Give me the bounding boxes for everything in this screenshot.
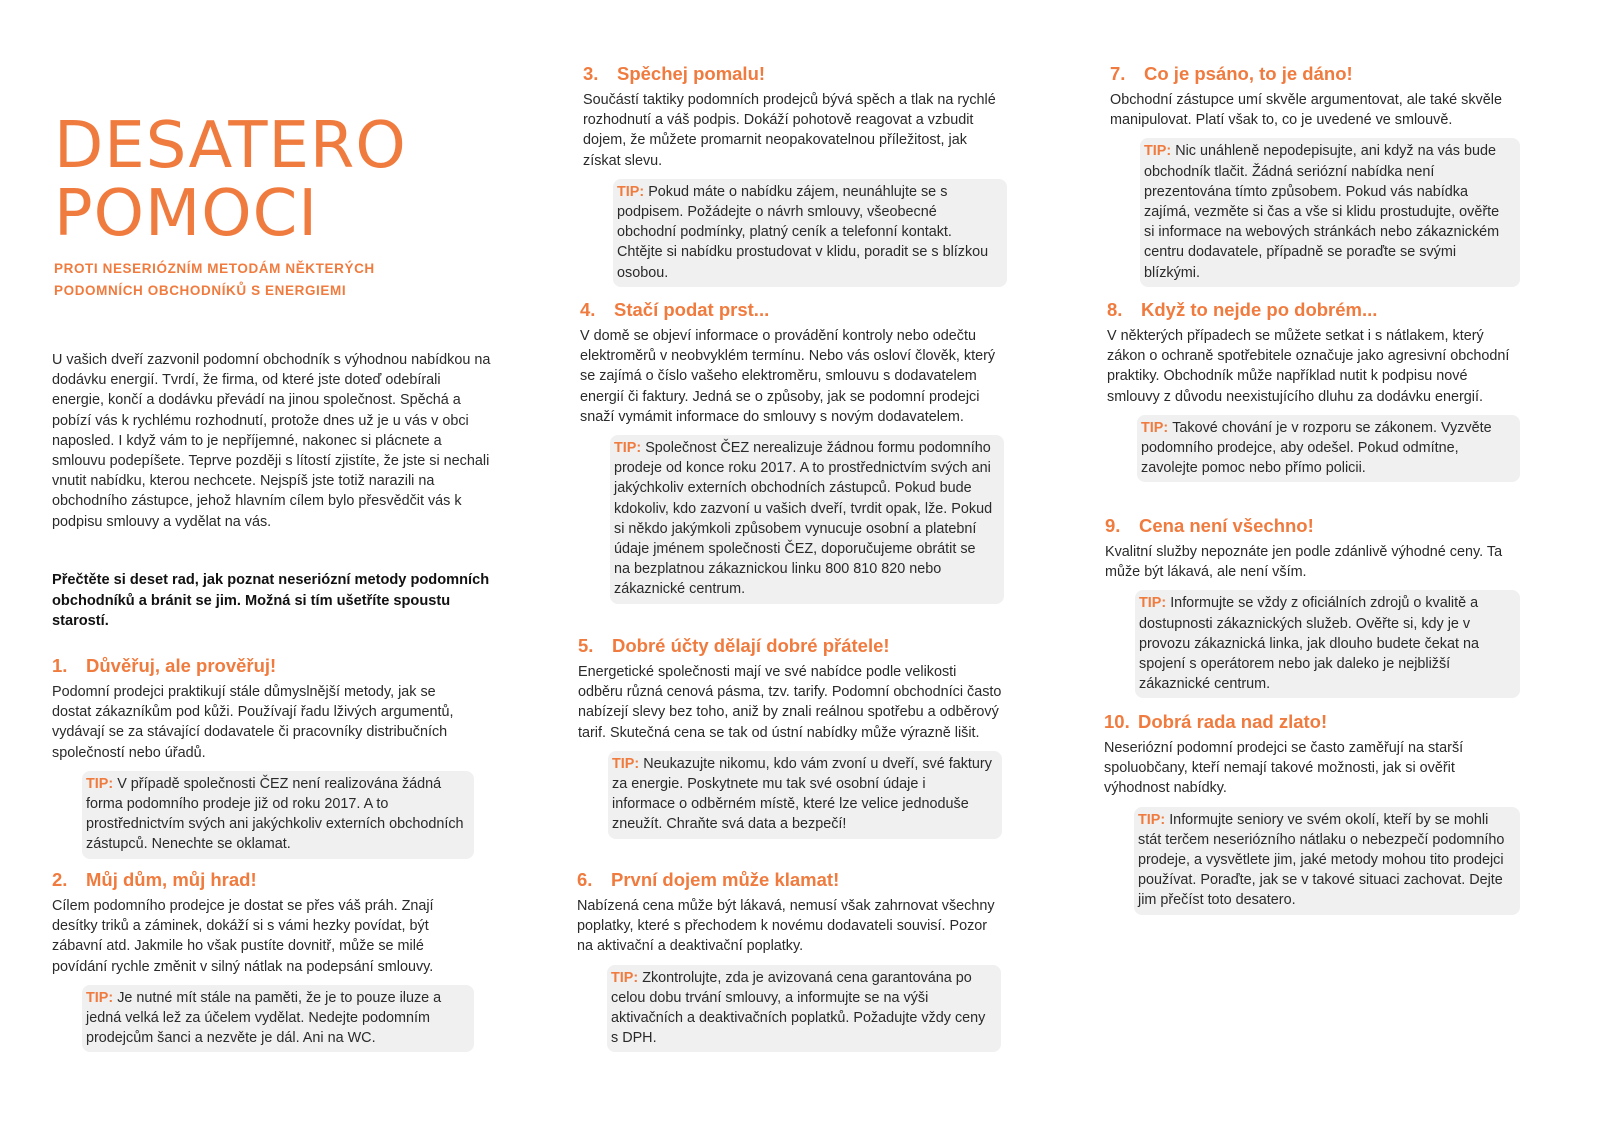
tip-box [608,751,1002,839]
tip-label: TIP: [611,969,639,986]
tip-section-5 [578,634,1002,839]
section-heading: 10. Dobrá rada nad zlato! [1104,711,1328,732]
section-heading: 8. Když to nejde po dobrém... [1107,299,1378,320]
tip-box [607,965,1001,1053]
section-heading: 1. Důvěřuj, ale prověřuj! [52,655,277,676]
section-body: V některých případech se můžete setkat i s nátlakem, který zákon o ochraně spotřebitele označuje jako agresivní obchodní praktiky. Obchodník může například nutit k podpisu nové smlouvy z důvodu neexistujícího dluhu za dodávku energií. [1107,328,1510,405]
tip-text: Je nutné mít stále na paměti, že je to pouze iluze a jedná velká lež za účelem vydělat. Nedejte podomním prodejcům šanci a nezvěte je dál. Ani na WC. [86,989,442,1047]
tip-section-4 [580,298,1004,604]
intro-paragraph: U vašich dveří zazvonil podomní obchodník s výhodnou nabídkou na dodávku energií. Tvrdí, že firma, od které jste doteď odebírali energie, končí a dodávku převádí na jinou společnost. Spěchá a pobízí vás k rychlému rozhodnutí, protože dnes už je u vás v obci naposled. I když vám to je nepříjemné, nakonec si plácnete a smlouvu podepíšete. Teprve později s lítostí zjistíte, že jste si nechali vnutit nabídku, kterou nechcete. Nejspíš jste totiž narazili na obchodního zástupce, jehož hlavním cílem bylo přesvědčit vás k podpisu smlouvy a vydělat na vás. [52,352,491,530]
section-body: Cílem podomního prodejce je dostat se přes váš práh. Znají desítky triků a záminek, dokáží si s vámi hezky povídat, být zábavní atd. Jakmile ho však pustíte dovnitř, může se milé povídání rychle změnit v silný nátlak na podepsání smlouvy. [52,898,434,975]
tip-label: TIP: [1141,419,1169,436]
section-heading: 4. Stačí podat prst... [580,299,770,320]
tip-box [1140,138,1520,286]
section-body: Kvalitní služby nepoznáte jen podle zdánlivě výhodné ceny. Ta může být lákavá, ale není vším. [1105,544,1503,581]
section-body: Součástí taktiky podomních prodejců bývá spěch a tlak na rychlé rozhodnutí a váš podpis. Dokáží pohotově reagovat a vzbudit dojem, že můžete promarnit neopakovatelnou příležitost, jak získat slevu. [583,92,996,169]
tip-section-6 [577,868,1001,1052]
tip-box [613,179,1007,287]
tip-text: Takové chování je v rozporu se zákonem. Vyzvěte podomního prodejce, aby odešel. Pokud odmítne, zavolejte pomoc nebo přímo policii. [1141,419,1492,477]
tip-section-7 [1110,62,1520,287]
tip-label: TIP: [1138,811,1166,828]
tip-section-3 [583,62,1007,287]
section-heading: 3. Spěchej pomalu! [583,63,766,84]
title-line-1: DESATERO [54,109,407,183]
tip-label: TIP: [1144,143,1172,160]
tip-label: TIP: [612,755,640,772]
section-heading: 5. Dobré účty dělají dobré přátele! [578,635,890,656]
tip-label: TIP: [86,775,114,792]
section-heading: 7. Co je psáno, to je dáno! [1110,63,1353,84]
tip-box [610,435,1004,604]
section-body: Nabízená cena může být lákavá, nemusí však zahrnovat všechny poplatky, které s přechodem k novému dodavateli souvisí. Pozor na aktivační a deaktivační poplatky. [577,898,995,955]
title-line-2: POMOCI [54,177,319,251]
tip-box [1137,415,1520,483]
section-body: Podomní prodejci praktikují stále důmyslnější metody, jak se dostat zákazníkům pod kůži. Používají řadu lživých argumentů, vydávají se za stávající dodavatele či pracovníky distribučních společností nebo úřadů. [52,684,454,761]
tip-text: V případě společnosti ČEZ není realizována žádná forma podomního prodeje již od roku 2017. A to prostřednictvím svých ani jakýchkoliv externích obchodních zástupců. Nenechte se oklamat. [86,775,464,853]
tip-text: Pokud máte o nabídku zájem, neunáhlujte se s podpisem. Požádejte o návrh smlouvy, všeobecné obchodní podmínky, platný ceník a telefonní kontakt. Chtějte si nabídku prostudovat v klidu, poradit se s blízkou osobou. [617,183,989,281]
section-body: V domě se objeví informace o provádění kontroly nebo odečtu elektroměrů v neobvyklém termínu. Nebo vás osloví člověk, který se zajímá o číslo vašeho elektroměru, smlouvu s dodavatelem energií či faktury. Jedná se o způsoby, jak se podomní prodejci snaží vymámit informace do smlouvy s novým dodavatelem. [580,328,996,425]
tip-section-8 [1107,298,1520,482]
tip-label: TIP: [617,183,645,200]
subtitle: PROTI NESERIÓZNÍM METODÁM NĚKTERÝCH PODOMNÍCH OBCHODNÍKŮ S ENERGIEMI [54,261,375,298]
section-body: Neseriózní podomní prodejci se často zaměřují na starší spoluobčany, kteří nemají takové možnosti, jak si ověřit výhodnost nabídky. [1104,740,1464,797]
tip-section-1 [52,654,474,859]
tip-text: Neukazujte nikomu, kdo vám zvoní u dveří, své faktury za energie. Poskytnete mu tak své osobní údaje i informace o odběrném místě, které lze velice jednoduše zneužít. Chraňte svá data a bezpečí! [612,755,992,833]
section-heading: 9. Cena není všechno! [1105,515,1314,536]
tip-box [82,985,474,1053]
tip-section-2 [52,868,474,1052]
tip-label: TIP: [614,440,642,457]
section-body: Obchodní zástupce umí skvěle argumentovat, ale také skvěle manipulovat. Platí však to, co je uvedené ve smlouvě. [1110,92,1502,129]
tip-text: Nic unáhleně nepodepisujte, ani když na vás bude obchodník tlačit. Žádná seriózní nabídka není prezentována tímto způsobem. Pokud vás nabídka zajímá, vezměte si čas a vše si klidu prostudujte, ověřte si informace na webových stránkách nebo zákaznickém centru dodavatele, případně se poraďte se svými blízkými. [1144,143,1500,281]
tip-label: TIP: [1139,595,1167,612]
tip-section-10 [1104,710,1520,915]
section-heading: 6. První dojem může klamat! [577,869,840,890]
tip-box [1134,807,1520,915]
tip-box [1135,590,1520,698]
lead-paragraph: Přečtěte si deset rad, jak poznat neseriózní metody podomních obchodníků a bránit se jim. Možná si tím ušetříte spoustu starostí. [52,572,490,629]
tip-box [82,771,474,859]
page-title [54,109,407,251]
tip-section-9 [1105,514,1520,698]
section-body: Energetické společnosti mají ve své nabídce podle velikosti odběru různá cenová pásma, tzv. tarify. Podomní obchodníci často nabízejí slevy bez toho, aniž by znali reálnou spotřebu a odběrový tarif. Skutečná cena se tak od ústní nabídky může výrazně lišit. [578,664,1002,741]
tip-label: TIP: [86,989,114,1006]
tip-text: Informujte se vždy z oficiálních zdrojů o kvalitě a dostupnosti zákaznických služeb. Ověřte si, kdy je v provozu zákaznická linka, jak dlouho budete čekat na spojení s operátorem nebo jak daleko je nejbližší zákaznické centrum. [1139,595,1479,693]
tip-text: Společnost ČEZ nerealizuje žádnou formu podomního prodeje od konce roku 2017. A to prostřednictvím svých ani jakýchkoliv externích obchodních zástupců. Pokud bude kdokoliv, kdo zazvoní u vašich dveří, tvrdit opak, lže. Pokud si někdo jakýmkoli způsobem vynucuje osobní a platební údaje jménem společnosti ČEZ, doporučujeme obrátit se na bezplatnou zákaznickou linku 800 810 820 nebo zákaznické centrum. [614,440,993,598]
section-heading: 2. Můj dům, můj hrad! [52,869,257,890]
tip-text: Zkontrolujte, zda je avizovaná cena garantována po celou dobu trvání smlouvy, a informujte se na výši aktivačních a deaktivačních poplatků. Požadujte vždy ceny s DPH. [611,969,986,1047]
tip-text: Informujte seniory ve svém okolí, kteří by se mohli stát terčem neseriózního nátlaku o nebezpečí podomního prodeje, a vysvětlete jim, jaké metody mohou tito prodejci používat. Poraďte, jak se v takové situaci zachovat. Dejte jim přečíst toto desatero. [1138,811,1505,909]
